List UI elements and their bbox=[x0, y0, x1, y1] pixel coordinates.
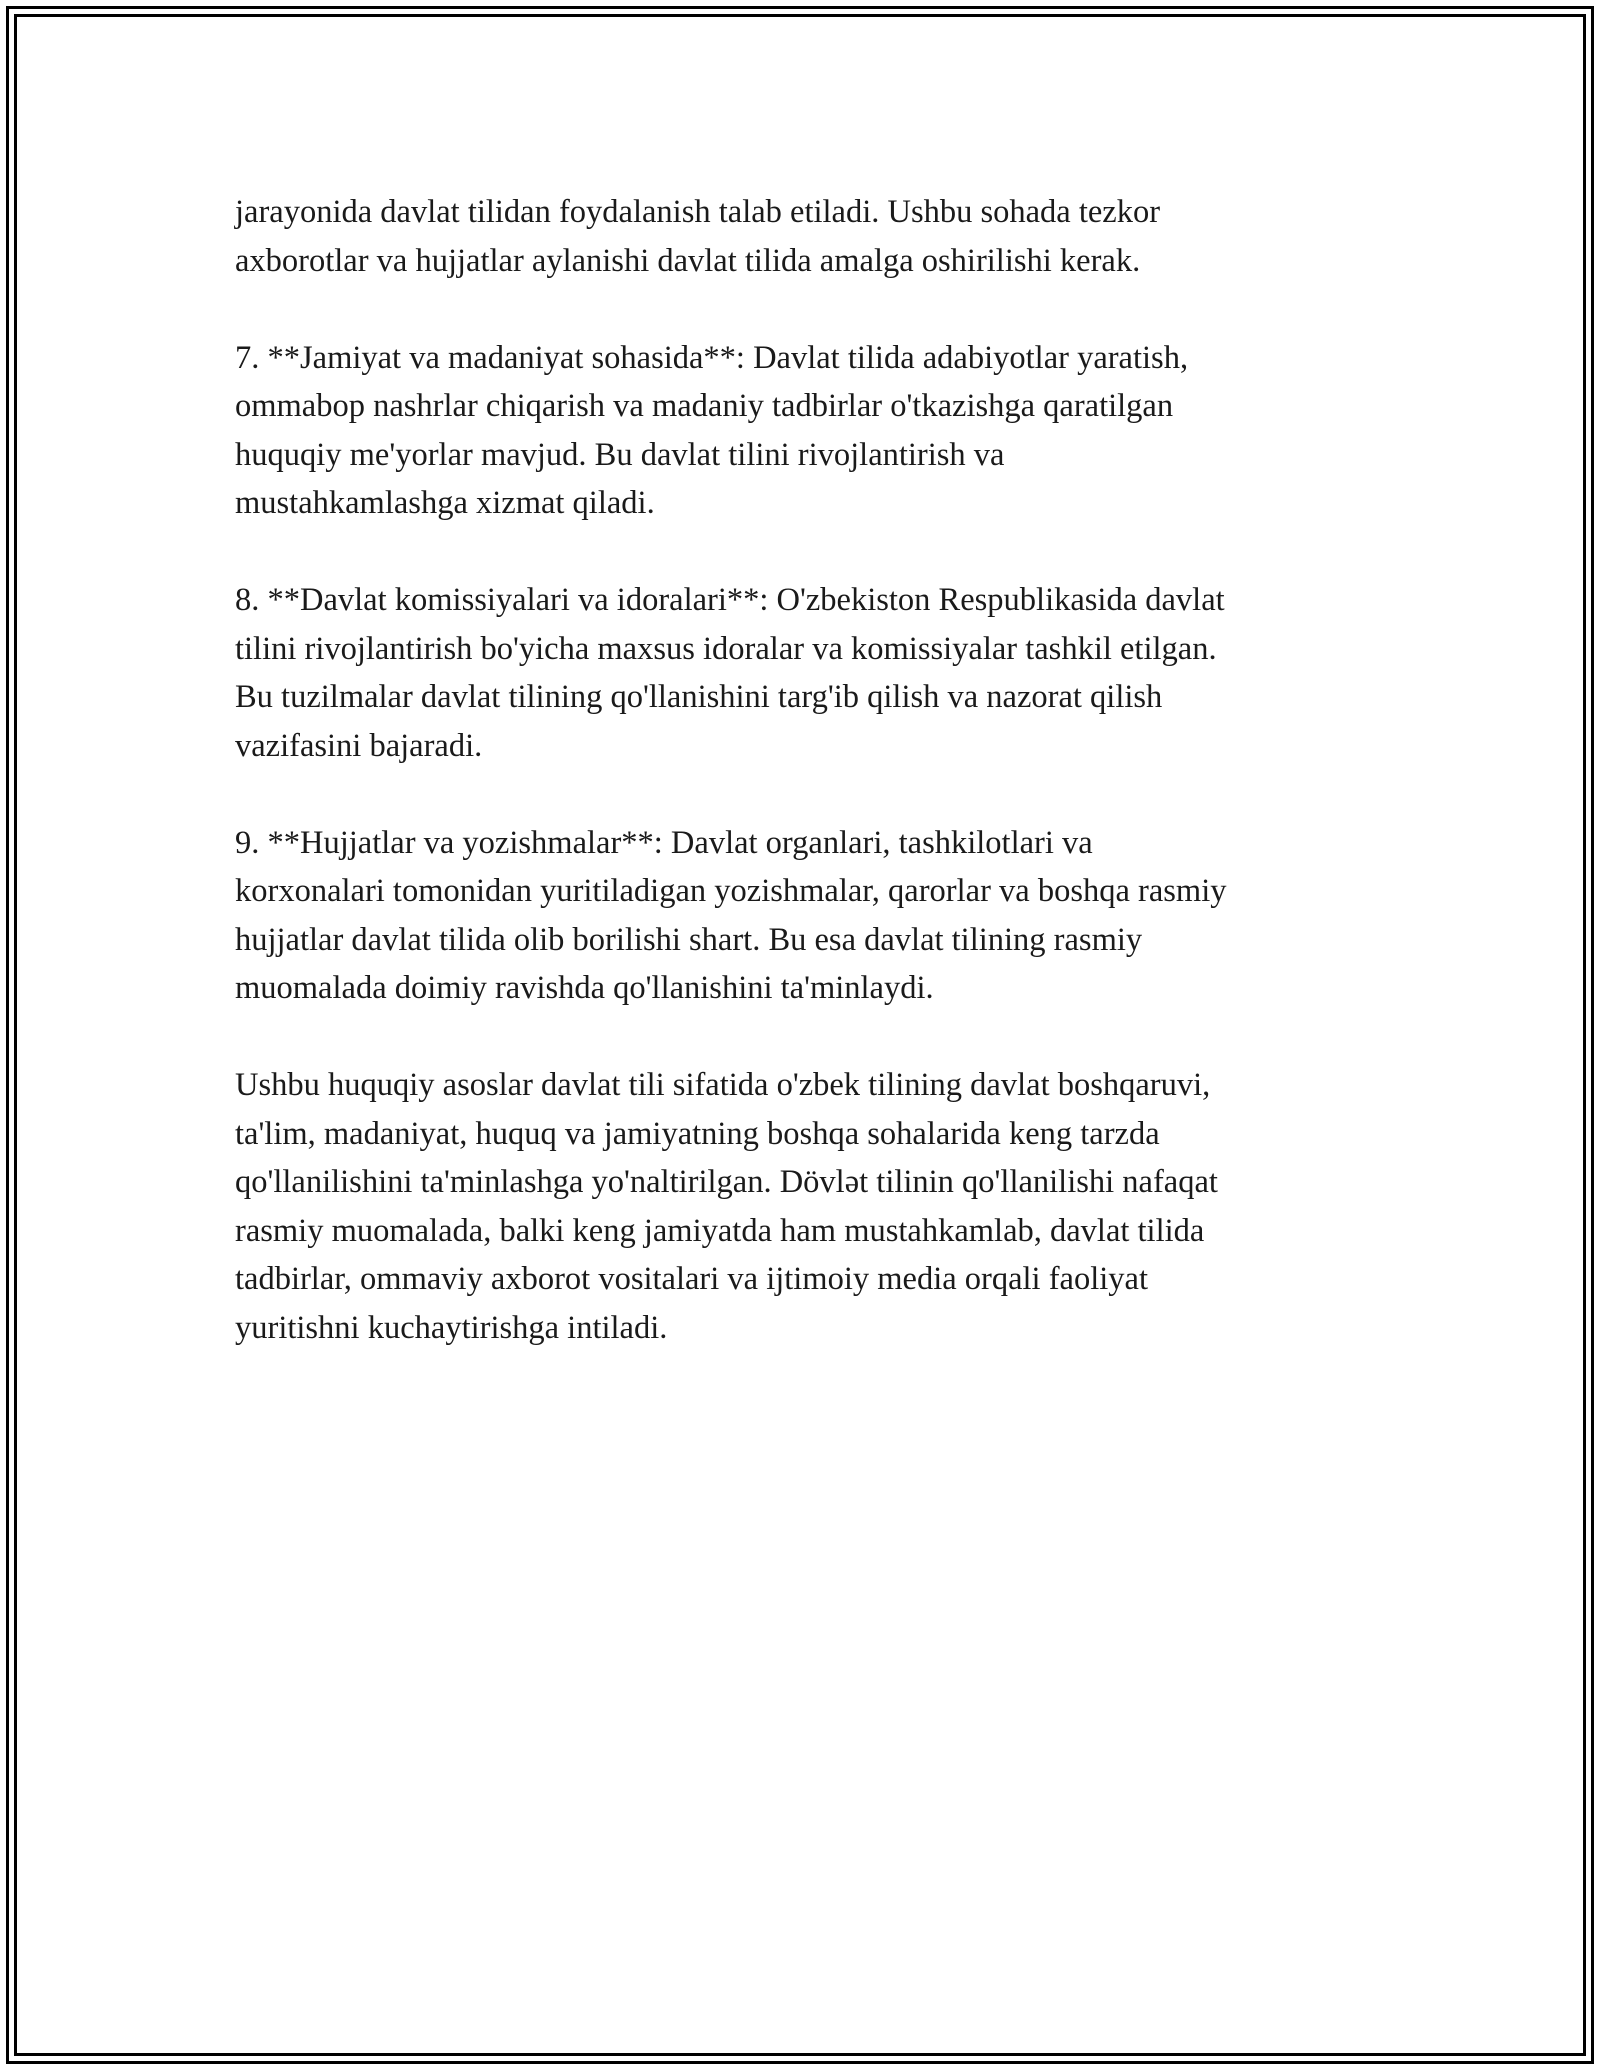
text-line: rasmiy muomalada, balki keng jamiyatda ham mustahkamlab, davlat tilida bbox=[235, 1212, 1205, 1249]
text-line: korxonalari tomonidan yuritiladigan yozishmalar, qarorlar va boshqa rasmiy bbox=[235, 873, 1227, 909]
document-body bbox=[235, 188, 1375, 1401]
text-line: tilini rivojlantirish bo'yicha maxsus idoralar va komissiyalar tashkil etilgan. bbox=[235, 630, 1217, 667]
paragraph-item-9 bbox=[235, 819, 1375, 1013]
text-line: yuritishni kuchaytirishga intiladi. bbox=[235, 1309, 668, 1346]
text-line: axborotlar va hujjatlar aylanishi davlat tilida amalga oshirilishi kerak. bbox=[235, 242, 1141, 279]
paragraph-item-8 bbox=[235, 576, 1375, 770]
text-line: ommabop nashrlar chiqarish va madaniy tadbirlar o'tkazishga qaratilgan bbox=[235, 388, 1174, 424]
text-line: huquqiy me'yorlar mavjud. Bu davlat tilini rivojlantirish va bbox=[235, 436, 1005, 473]
text-line: Bu tuzilmalar davlat tilining qo'llanishini targ'ib qilish va nazorat qilish bbox=[235, 679, 1163, 715]
paragraph-continuation bbox=[235, 188, 1375, 285]
text-line: muomalada doimiy ravishda qo'llanishini ta'minlaydi. bbox=[235, 970, 934, 1006]
text-line: 7. **Jamiyat va madaniyat sohasida**: Davlat tilida adabiyotlar yaratish, bbox=[235, 339, 1189, 376]
text-line: 8. **Davlat komissiyalari va idoralari**: O'zbekiston Respublikasida davlat bbox=[235, 582, 1225, 618]
text-line: qo'llanilishini ta'minlashga yo'naltirilgan. Dövlət tilinin qo'llanilishi nafaqat bbox=[235, 1164, 1218, 1200]
text-line: jarayonida davlat tilidan foydalanish talab etiladi. Ushbu sohada tezkor bbox=[235, 194, 1161, 230]
text-line: hujjatlar davlat tilida olib borilishi shart. Bu esa davlat tilining rasmiy bbox=[235, 921, 1143, 958]
text-line: vazifasini bajaradi. bbox=[235, 727, 483, 764]
paragraph-item-7 bbox=[235, 334, 1375, 528]
paragraph-conclusion bbox=[235, 1061, 1375, 1352]
text-line: Ushbu huquqiy asoslar davlat tili sifatida o'zbek tilining davlat boshqaruvi, bbox=[235, 1067, 1211, 1103]
text-line: 9. **Hujjatlar va yozishmalar**: Davlat organlari, tashkilotlari va bbox=[235, 824, 1093, 861]
text-line: mustahkamlashga xizmat qiladi. bbox=[235, 485, 655, 521]
text-line: tadbirlar, ommaviy axborot vositalari va ijtimoiy media orqali faoliyat bbox=[235, 1261, 1148, 1297]
text-line: ta'lim, madaniyat, huquq va jamiyatning boshqa sohalarida keng tarzda bbox=[235, 1115, 1160, 1152]
